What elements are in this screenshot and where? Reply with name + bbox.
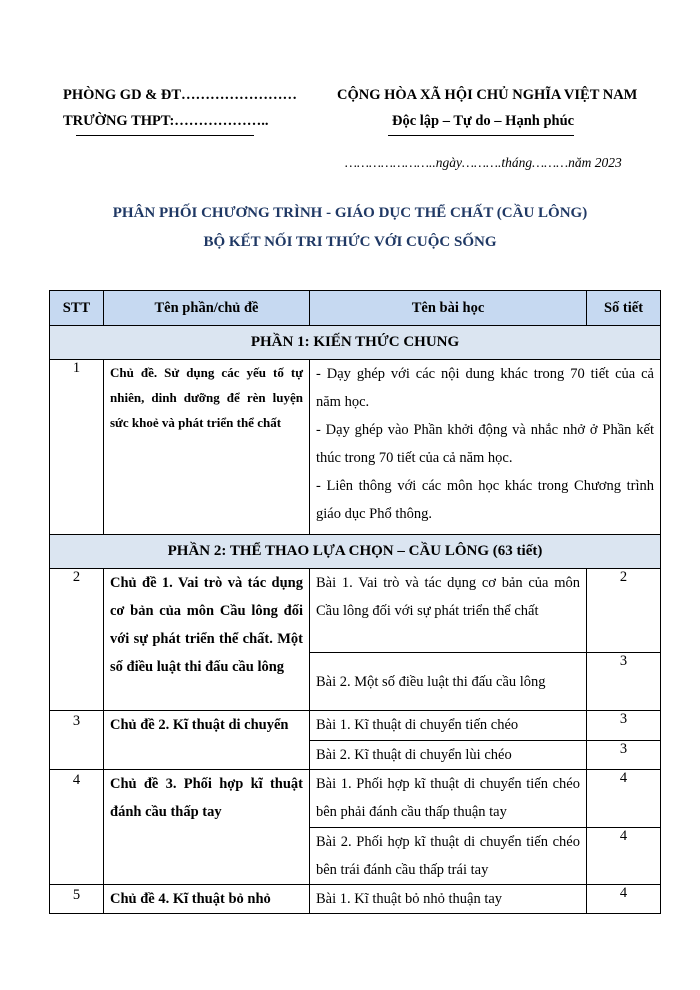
topic-cell: Chủ đề 3. Phối hợp kĩ thuật đánh cầu thấp tay bbox=[104, 770, 310, 885]
lesson-cell: Bài 2. Kĩ thuật di chuyển lùi chéo bbox=[310, 741, 587, 770]
stt-cell: 4 bbox=[50, 770, 104, 885]
stt-cell: 3 bbox=[50, 711, 104, 770]
doc-title-line1: PHÂN PHỐI CHƯƠNG TRÌNH - GIÁO DỤC THỂ CHẤT (CẦU LÔNG) bbox=[112, 205, 588, 221]
periods-cell: 4 bbox=[587, 770, 661, 828]
notes-cell bbox=[310, 360, 661, 535]
header-periods: Số tiết bbox=[587, 291, 661, 326]
lesson-cell: Bài 1. Phối hợp kĩ thuật di chuyển tiến chéo bên phải đánh cầu thấp thuận tay bbox=[310, 770, 587, 828]
periods-cell: 2 bbox=[587, 569, 661, 653]
stt-cell: 1 bbox=[50, 360, 104, 535]
lesson-cell: Bài 2. Phối hợp kĩ thuật di chuyển tiến chéo bên trái đánh cầu thấp trái tay bbox=[310, 828, 587, 885]
program-table bbox=[49, 290, 661, 914]
lesson-cell: Bài 2. Một số điều luật thi đấu cầu lông bbox=[310, 653, 587, 711]
lesson-cell: Bài 1. Kĩ thuật di chuyển tiến chéo bbox=[310, 711, 587, 741]
lesson-cell: Bài 1. Vai trò và tác dụng cơ bản của môn Cầu lông đối với sự phát triển thể chất bbox=[310, 569, 587, 653]
date-line: …………………..ngày……….tháng………năm 2023 bbox=[345, 155, 622, 170]
table-row bbox=[50, 569, 661, 653]
topic-cell: Chủ đề 2. Kĩ thuật di chuyển bbox=[104, 711, 310, 770]
stt-cell: 5 bbox=[50, 885, 104, 914]
periods-cell: 4 bbox=[587, 828, 661, 885]
note-line: - Dạy ghép với các nội dung khác trong 70 tiết của cả năm học. bbox=[316, 366, 654, 410]
periods-cell: 4 bbox=[587, 885, 661, 914]
periods-cell: 3 bbox=[587, 653, 661, 711]
school-underline bbox=[76, 135, 254, 136]
stt-cell: 2 bbox=[50, 569, 104, 711]
periods-cell: 3 bbox=[587, 711, 661, 741]
republic-title: CỘNG HÒA XÃ HỘI CHỦ NGHĨA VIỆT NAM bbox=[337, 87, 638, 103]
part2-title: PHẦN 2: THỂ THAO LỰA CHỌN – CẦU LÔNG (63 tiết) bbox=[50, 535, 661, 569]
header-topic: Tên phần/chủ đề bbox=[104, 291, 310, 326]
motto: Độc lập – Tự do – Hạnh phúc bbox=[392, 113, 575, 129]
note-line: - Liên thông với các môn học khác trong Chương trình giáo dục Phổ thông. bbox=[316, 478, 654, 522]
note-line: - Dạy ghép vào Phần khởi động và nhắc nhở ở Phần kết thúc trong 70 tiết của cả năm học. bbox=[316, 422, 654, 466]
department-label: PHÒNG GD & ĐT…………………… bbox=[63, 87, 298, 103]
table-row bbox=[50, 770, 661, 828]
table-row bbox=[50, 360, 661, 535]
topic-cell: Chủ đề. Sử dụng các yếu tố tự nhiên, dinh dưỡng để rèn luyện sức khoẻ và phát triển thể chất bbox=[104, 360, 310, 535]
header-lesson: Tên bài học bbox=[310, 291, 587, 326]
lesson-cell: Bài 1. Kĩ thuật bỏ nhỏ thuận tay bbox=[310, 885, 587, 914]
topic-cell: Chủ đề 1. Vai trò và tác dụng cơ bản của môn Cầu lông đối với sự phát triển thể chất. Một số điều luật thi đấu cầu lông bbox=[104, 569, 310, 711]
table-row bbox=[50, 885, 661, 914]
table-row bbox=[50, 711, 661, 741]
part1-title: PHẦN 1: KIẾN THỨC CHUNG bbox=[50, 326, 661, 360]
school-label: TRƯỜNG THPT:……………….. bbox=[63, 113, 269, 129]
header-stt: STT bbox=[50, 291, 104, 326]
table-header-row bbox=[50, 291, 661, 326]
part2-row bbox=[50, 535, 661, 569]
part1-row bbox=[50, 326, 661, 360]
periods-cell: 3 bbox=[587, 741, 661, 770]
topic-cell: Chủ đề 4. Kĩ thuật bỏ nhỏ bbox=[104, 885, 310, 914]
doc-title-line2: BỘ KẾT NỐI TRI THỨC VỚI CUỘC SỐNG bbox=[203, 234, 497, 250]
motto-underline bbox=[388, 135, 574, 136]
